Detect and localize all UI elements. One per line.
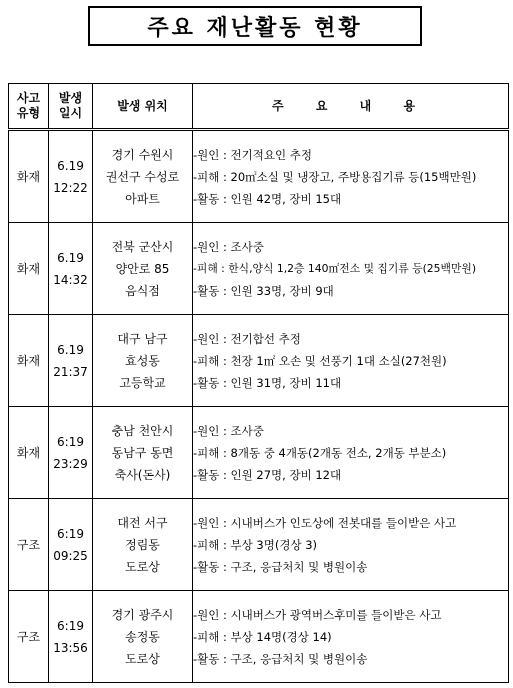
row-loc-line: 아파트 [125, 191, 160, 206]
row-type: 화재 [9, 407, 49, 499]
row-location [93, 130, 193, 223]
row-loc-line: 효성동 [125, 353, 160, 368]
row-details [193, 591, 509, 683]
row-time: 12:22 [53, 180, 88, 195]
row-activity: -활동 : 구조, 응급처치 및 병원이송 [193, 651, 368, 666]
row-cause: -원인 : 전기합선 추정 [193, 331, 301, 346]
row-time: 13:56 [53, 640, 88, 655]
table-row [9, 223, 509, 315]
row-datetime [49, 499, 93, 591]
row-date: 6.19 [57, 342, 84, 357]
row-location [93, 315, 193, 407]
row-location [93, 223, 193, 315]
row-damage: -피해 : 한식,양식 1,2층 140㎡전소 및 집기류 등(25백만원) [193, 261, 477, 275]
header-type: 사고 유형 [9, 84, 49, 130]
row-details [193, 315, 509, 407]
row-cause: -원인 : 시내버스가 인도상에 전봇대를 들이받은 사고 [193, 515, 457, 530]
row-date: 6.19 [57, 250, 84, 265]
header-date: 발생 일시 [49, 84, 93, 130]
row-loc-line: 정림동 [125, 537, 160, 552]
row-damage: -피해 : 20㎡소실 및 냉장고, 주방용집기류 등(15백만원) [193, 169, 477, 184]
row-details [193, 223, 509, 315]
row-loc-line: 경기 수원시 [111, 147, 174, 162]
row-loc-line: 음식점 [125, 283, 160, 298]
row-loc-line: 고등학교 [119, 375, 166, 390]
row-datetime [49, 223, 93, 315]
row-date: 6:19 [57, 618, 84, 633]
row-activity: -활동 : 인원 31명, 장비 11대 [193, 375, 342, 390]
row-loc-line: 양안로 85 [115, 261, 170, 276]
page-title [88, 6, 422, 46]
table-row [9, 130, 509, 223]
row-datetime [49, 315, 93, 407]
row-type: 화재 [9, 223, 49, 315]
row-loc-line: 도로상 [125, 559, 160, 574]
row-details [193, 130, 509, 223]
row-type: 화재 [9, 315, 49, 407]
table-header-row [9, 84, 509, 130]
row-location [93, 499, 193, 591]
row-date: 6:19 [57, 434, 84, 449]
row-damage: -피해 : 부상 3명(경상 3) [193, 537, 318, 552]
table-row [9, 407, 509, 499]
row-loc-line: 충남 천안시 [111, 423, 174, 438]
row-damage: -피해 : 부상 14명(경상 14) [193, 629, 332, 644]
row-datetime [49, 591, 93, 683]
row-time: 14:32 [53, 272, 88, 287]
row-loc-line: 송정동 [125, 629, 160, 644]
page-title-text: 주요 재난활동 현황 [147, 15, 363, 41]
row-type: 구조 [9, 499, 49, 591]
row-loc-line: 대전 서구 [117, 515, 168, 530]
row-time: 09:25 [53, 548, 88, 563]
row-loc-line: 전북 군산시 [111, 239, 174, 254]
row-datetime [49, 407, 93, 499]
row-loc-line: 경기 광주시 [111, 607, 174, 622]
row-cause: -원인 : 조사중 [193, 239, 264, 254]
row-date: 6.19 [57, 158, 84, 173]
row-type: 화재 [9, 130, 49, 223]
row-activity: -활동 : 인원 33명, 장비 9대 [193, 283, 334, 298]
row-location [93, 407, 193, 499]
row-time: 21:37 [53, 364, 88, 379]
row-cause: -원인 : 전기적요인 추정 [193, 147, 312, 162]
row-datetime [49, 130, 93, 223]
row-cause: -원인 : 시내버스가 광역버스후미를 들이받은 사고 [193, 607, 442, 622]
row-loc-line: 대구 남구 [117, 331, 168, 346]
header-content: 주 요 내 용 [193, 84, 509, 130]
row-details [193, 499, 509, 591]
table-row [9, 591, 509, 683]
row-damage: -피해 : 천장 1㎡ 오손 및 선풍기 1대 소실(27천원) [193, 353, 447, 368]
disaster-activity-table [8, 83, 509, 683]
row-loc-line: 도로상 [125, 651, 160, 666]
header-location: 발생 위치 [93, 84, 193, 130]
row-activity: -활동 : 인원 27명, 장비 12대 [193, 467, 342, 482]
row-type: 구조 [9, 591, 49, 683]
row-activity: -활동 : 인원 42명, 장비 15대 [193, 191, 342, 206]
row-loc-line: 권선구 수성로 [105, 169, 180, 184]
row-date: 6:19 [57, 526, 84, 541]
row-time: 23:29 [53, 456, 88, 471]
table-row [9, 499, 509, 591]
table-row [9, 315, 509, 407]
row-damage: -피해 : 8개동 중 4개동(2개동 전소, 2개동 부분소) [193, 445, 447, 460]
row-loc-line: 동남구 동면 [111, 445, 174, 460]
row-details [193, 407, 509, 499]
row-cause: -원인 : 조사중 [193, 423, 264, 438]
row-loc-line: 축사(돈사) [114, 467, 171, 482]
row-location [93, 591, 193, 683]
row-activity: -활동 : 구조, 응급처치 및 병원이송 [193, 559, 368, 574]
